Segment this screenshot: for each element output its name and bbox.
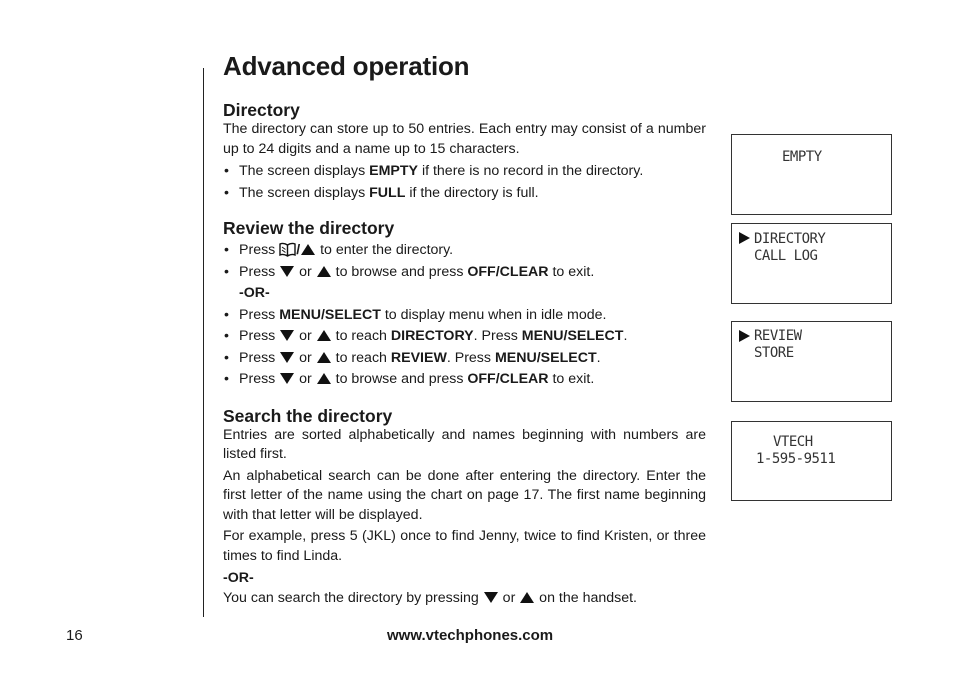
lcd-text: 1-595-9511 <box>756 451 836 467</box>
directory-paragraph: The directory can store up to 50 entries. Each entry may consist of a number up to 24 digits and a name up to 15 characters. <box>223 121 706 157</box>
list-item: • Press or to reach DIRECTORY. Press MENU/SELECT. <box>223 326 706 348</box>
lcd-text: REVIEW <box>754 328 802 344</box>
selection-arrow-icon <box>739 330 750 342</box>
down-arrow-icon <box>280 373 294 384</box>
up-arrow-icon <box>317 330 331 341</box>
up-arrow-icon <box>520 592 534 603</box>
down-arrow-icon <box>280 330 294 341</box>
down-arrow-icon <box>484 592 498 603</box>
down-arrow-icon <box>280 352 294 363</box>
list-item: • Press or to reach REVIEW. Press MENU/SELECT. <box>223 348 706 370</box>
or-separator: -OR- <box>239 285 270 301</box>
lcd-text: STORE <box>754 345 794 361</box>
page-title: Advanced operation <box>223 51 470 81</box>
search-heading: Search the directory <box>223 405 393 426</box>
list-item: • The screen displays EMPTY if there is no record in the directory. <box>223 161 706 183</box>
lcd-screen-review <box>731 321 892 402</box>
margin-rule <box>203 68 204 617</box>
lcd-screen-entry <box>731 421 892 501</box>
search-paragraph-1: Entries are sorted alphabetically and names beginning with numbers are listed first. <box>223 426 706 462</box>
list-item: • Press MENU/SELECT to display menu when in idle mode. <box>223 305 706 327</box>
up-arrow-icon <box>317 373 331 384</box>
footer-url[interactable]: www.vtechphones.com <box>387 627 554 644</box>
search-paragraph-3: For example, press 5 (JKL) once to find Jenny, twice to find Kristen, or three times to find Linda. <box>223 528 706 564</box>
lcd-text: VTECH <box>773 434 813 450</box>
page-number: 16 <box>66 627 83 644</box>
lcd-screen-menu <box>731 223 892 304</box>
lcd-text: CALL LOG <box>754 248 818 264</box>
directory-bullets <box>223 161 706 204</box>
search-paragraph-4: You can search the directory by pressing or on the handset. <box>223 590 637 606</box>
directory-heading: Directory <box>223 100 300 120</box>
list-item: • Press or to browse and press OFF/CLEAR to exit. <box>223 262 706 284</box>
down-arrow-icon <box>280 266 294 277</box>
up-arrow-icon <box>301 244 315 255</box>
lcd-screen-empty <box>731 134 892 215</box>
up-arrow-icon <box>317 266 331 277</box>
selection-arrow-icon <box>739 232 750 244</box>
review-heading: Review the directory <box>223 218 395 238</box>
review-bullets <box>223 240 706 391</box>
search-paragraph-2: An alphabetical search can be done after entering the directory. Enter the first letter of the name using the chart on page 17. The first name beginning with that letter will be displayed. <box>223 467 706 523</box>
lcd-text: EMPTY <box>782 149 822 165</box>
list-item: • Press or to browse and press OFF/CLEAR to exit. <box>223 369 706 391</box>
directory-book-icon <box>279 242 296 257</box>
list-item: • Press / to enter the directory. <box>223 240 706 262</box>
lcd-text: DIRECTORY <box>754 231 826 247</box>
or-separator: -OR- <box>223 570 254 586</box>
up-arrow-icon <box>317 352 331 363</box>
list-item: • The screen displays FULL if the directory is full. <box>223 183 706 205</box>
main-content <box>223 50 706 611</box>
